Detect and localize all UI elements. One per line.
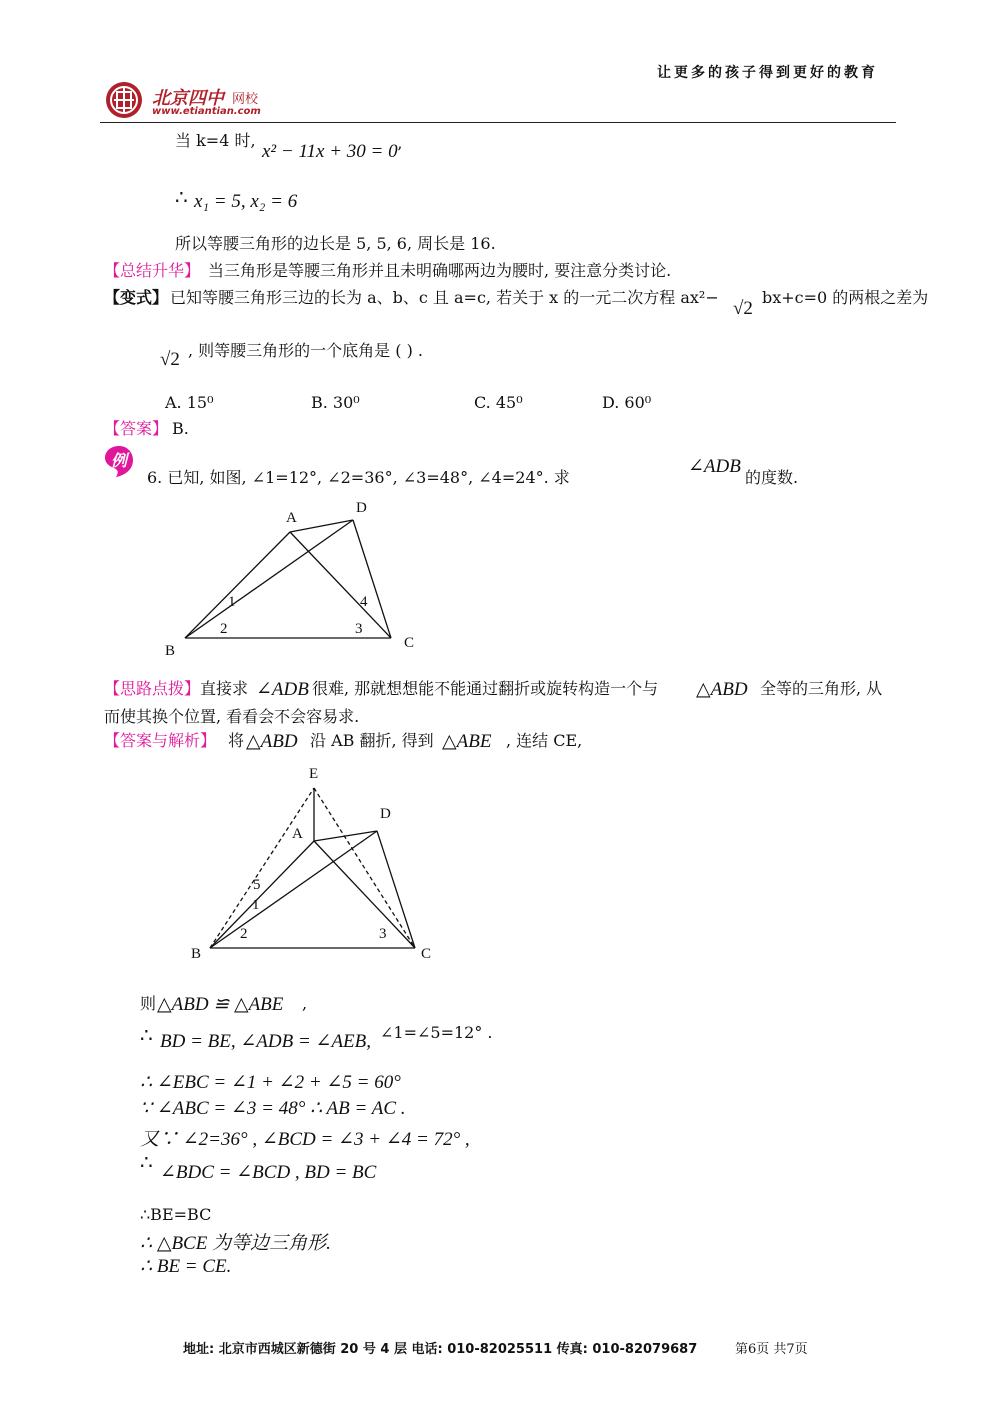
roots-equation: x₁ = 5, x₂ = 6 (194, 191, 298, 212)
fig1-label-b: B (165, 643, 176, 659)
fig2-segment-ba (210, 841, 314, 948)
fig1-segment-ac (290, 532, 391, 638)
solution-triangle-abe: △ABE (442, 731, 492, 752)
option-b: B. 30⁰ (311, 393, 360, 412)
step2-tail: ∠1=∠5=12° . (380, 1023, 493, 1042)
fig1-segment-ba (185, 532, 290, 638)
fig2-label-e: E (309, 766, 319, 782)
hint-triangle: △ABD (696, 679, 748, 700)
fig1-label-2: 2 (220, 621, 228, 637)
variant-sqrt-2: √2 (160, 349, 180, 370)
line-k4-text: 当 k=4 时, (175, 131, 256, 150)
hint-angle: ∠ADB (256, 679, 309, 700)
answer-text: B. (172, 419, 189, 438)
solution-text-b: 沿 AB 翻折, 得到 (310, 731, 434, 750)
answer-tag: 【答案】 (104, 419, 169, 438)
fig2-segment-ac (314, 841, 415, 948)
figure-1 (160, 495, 460, 665)
option-d: D. 60⁰ (602, 393, 652, 412)
hint-line-2: 而使其换个位置, 看看会不会容易求. (104, 707, 360, 726)
header-slogan: 让更多的孩子得到更好的教育 (657, 65, 878, 81)
summary-text: 当三角形是等腰三角形并且未明确哪两边为腰时, 要注意分类讨论. (208, 261, 672, 280)
hint-text-c: 全等的三角形, 从 (760, 679, 883, 698)
fig2-label-b: B (191, 946, 202, 962)
variant-tag: 【变式】 (104, 288, 169, 307)
step1-congruence: △ABD ≌ △ABE (157, 994, 284, 1015)
solution-tag: 【答案与解析】 (104, 731, 217, 750)
step2-therefore: ∴ (140, 1023, 153, 1047)
variant-text-b: bx+c=0 的两根之差为 (762, 288, 929, 307)
footer-address: 地址: 北京市西城区新德街 20 号 4 层 电话: 010-82025511 传真: 010-82079687 (183, 1342, 698, 1357)
step2-equation: BD = BE, ∠ADB = ∠AEB, (160, 1031, 372, 1052)
fig1-label-1: 1 (228, 594, 236, 610)
option-c: C. 45⁰ (474, 393, 523, 412)
variant-text-a: 已知等腰三角形三边的长为 a、b、c 且 a=c, 若关于 x 的一元二次方程 ax²− (170, 288, 719, 307)
fig2-label-1: 1 (252, 897, 260, 913)
fig2-label-5: 5 (253, 877, 261, 893)
example-badge-text: 例 (111, 451, 128, 470)
fig1-label-4: 4 (360, 594, 368, 610)
line-k4-equation: x² − 11x + 30 = 0 (262, 141, 398, 162)
fig1-segment-bd (185, 520, 353, 638)
footer-page-number: 第6页 共7页 (735, 1342, 808, 1357)
solution-triangle-abd: △ABD (246, 731, 298, 752)
variant-text-c: , 则等腰三角形的一个底角是 ( ) . (188, 341, 424, 360)
hint-text-b: 很难, 那就想想能不能通过翻折或旋转构造一个与 (312, 679, 659, 698)
step1-text-a: 则 (140, 994, 157, 1013)
hint-text-a: 直接求 (200, 679, 249, 698)
solution-text-a: 将 (228, 731, 245, 750)
fig1-label-d: D (356, 500, 367, 516)
fig2-segment-ec (314, 788, 415, 948)
step9-text: ∴ BE = CE. (140, 1256, 232, 1277)
fig2-label-2: 2 (240, 926, 248, 942)
q6-text: 6. 已知, 如图, ∠1=12°, ∠2=36°, ∠3=48°, ∠4=24°. 求 (147, 468, 570, 487)
step7-text: ∴BE=BC (140, 1205, 212, 1224)
solution-text-c: , 连结 CE, (506, 731, 583, 750)
logo-emblem-icon (102, 80, 146, 120)
header-divider (100, 122, 896, 123)
figure-2 (185, 758, 445, 968)
step6-therefore: ∴ (140, 1150, 153, 1174)
therefore-symbol: ∴ (175, 185, 188, 209)
fig2-label-a: A (292, 826, 303, 842)
fig1-label-c: C (404, 635, 415, 651)
option-a: A. 15⁰ (165, 393, 214, 412)
step1-text-b: , (302, 994, 308, 1013)
summary-tag: 【总结升华】 (104, 261, 201, 280)
step6-equation: ∠BDC = ∠BCD , BD = BC (160, 1162, 377, 1183)
fig2-segment-be (210, 788, 314, 948)
logo-url: www.etiantian.com (152, 106, 261, 117)
logo-sub: 网校 (232, 92, 259, 107)
step3-equation: ∴ ∠EBC = ∠1 + ∠2 + ∠5 = 60° (140, 1072, 401, 1093)
fig1-label-a: A (286, 510, 297, 526)
step5-equation: 又∵ ∠2=36° , ∠BCD = ∠3 + ∠4 = 72° , (140, 1129, 470, 1150)
fig2-segment-ad (314, 831, 377, 841)
step4-equation: ∵ ∠ABC = ∠3 = 48° ∴ AB = AC . (140, 1098, 406, 1119)
fig1-label-3: 3 (355, 621, 363, 637)
fig2-label-3: 3 (379, 926, 387, 942)
line-k4-tail: ’ (397, 143, 403, 162)
example-badge (104, 444, 134, 478)
fig2-label-c: C (421, 946, 432, 962)
logo-name: 北京四中 (152, 88, 224, 109)
hint-tag: 【思路点拨】 (104, 679, 201, 698)
header-logo (102, 80, 302, 120)
side-lengths-text: 所以等腰三角形的边长是 5, 5, 6, 周长是 16. (175, 234, 496, 253)
variant-sqrt: √2 (733, 298, 753, 319)
q6-tail: 的度数. (745, 468, 799, 487)
q6-angle: ∠ADB (688, 456, 741, 477)
step8-text: ∴ △BCE 为等边三角形. (140, 1233, 331, 1254)
fig2-label-d: D (380, 806, 391, 822)
